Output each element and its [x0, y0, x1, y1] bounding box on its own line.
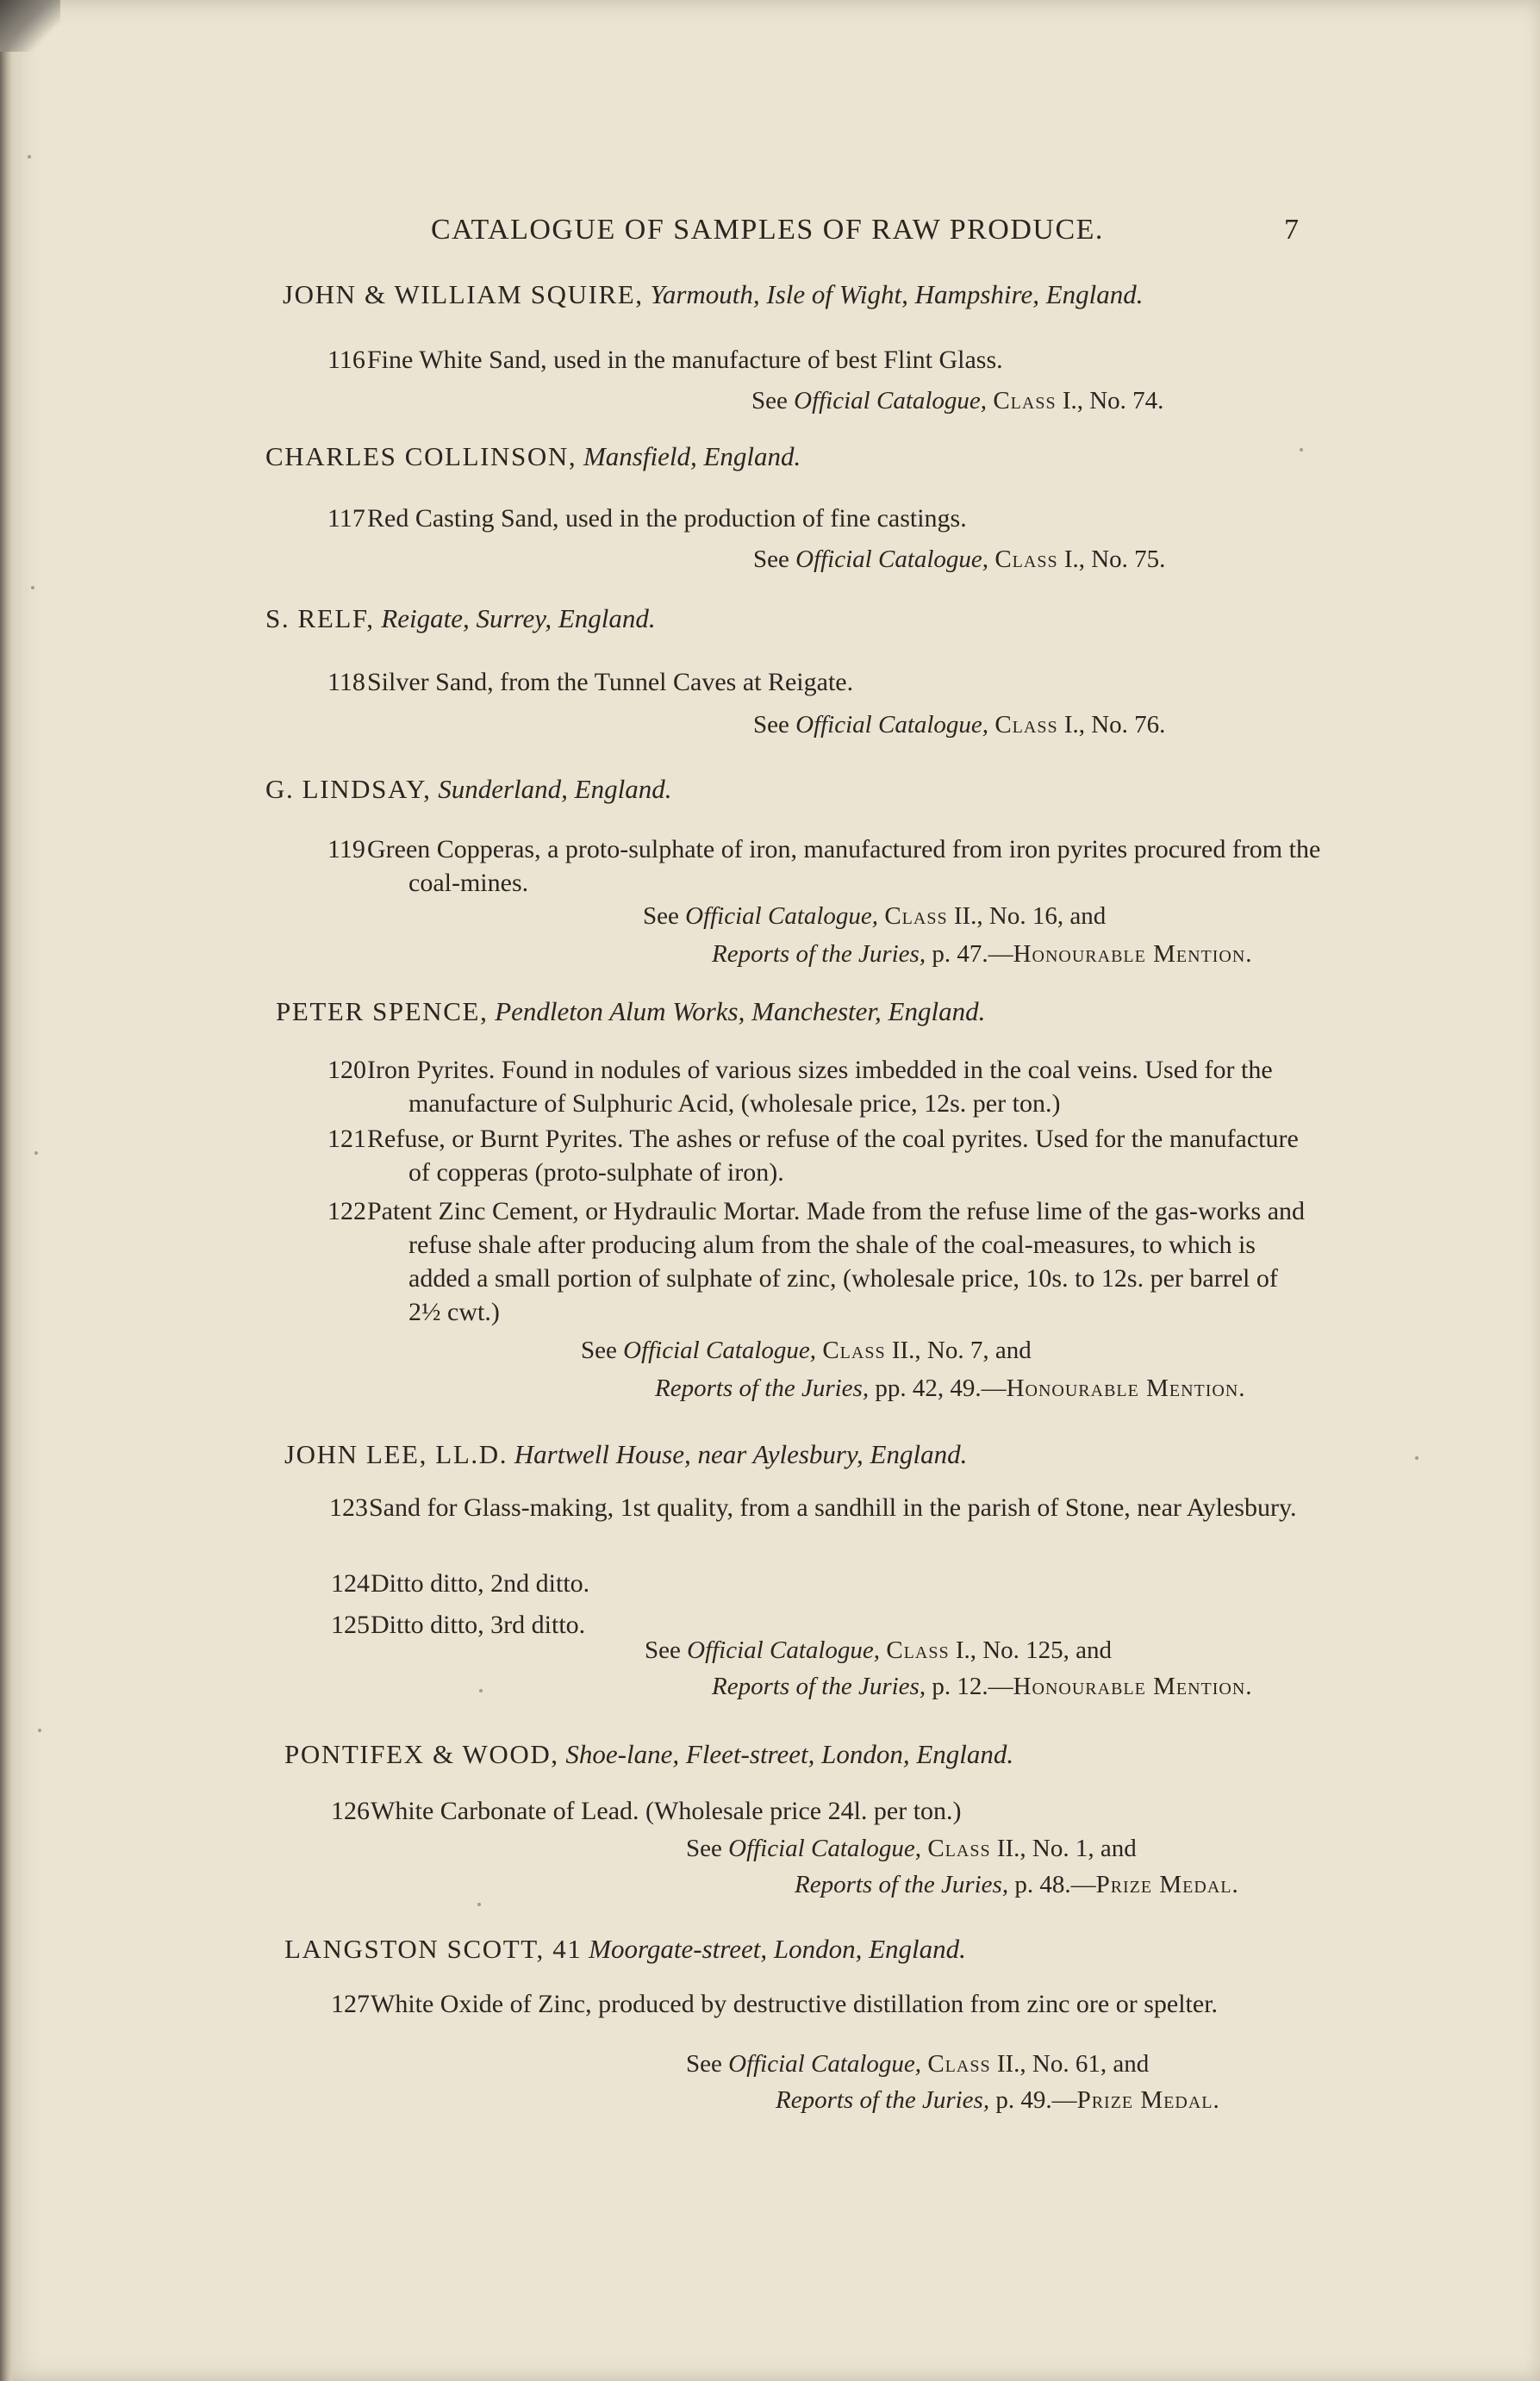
exhibitor-heading [265, 774, 671, 805]
ref-catalogue: Official Catalogue, [623, 1337, 817, 1364]
ref-juries: Reports of the Juries, [776, 2086, 990, 2114]
item-number: 120 [327, 1056, 366, 1084]
ref-number: II., No. 1, and [990, 1835, 1137, 1862]
award-label: Prize Medal. [1076, 2086, 1220, 2114]
item-number: 124 [331, 1569, 370, 1598]
exhibitor-name: JOHN & WILLIAM SQUIRE, [283, 279, 644, 309]
exhibitor-location: Moorgate-street, London, England. [589, 1934, 966, 1964]
ref-number: I., No. 75. [1057, 545, 1166, 573]
juries-reference [776, 2084, 1220, 2117]
ref-see: See [581, 1337, 624, 1364]
ref-number: II., No. 7, and [885, 1337, 1032, 1364]
paper-speck [477, 1903, 481, 1906]
ref-class: Class [927, 2050, 991, 2078]
item-description: White Carbonate of Lead. (Wholesale price 24l. per ton.) [371, 1797, 962, 1825]
ref-page: p. 49.— [989, 2086, 1077, 2114]
catalogue-reference [753, 708, 1165, 742]
item-number: 125 [331, 1611, 370, 1639]
ref-catalogue: Official Catalogue, [794, 387, 988, 414]
catalogue-reference [686, 1832, 1137, 1866]
exhibitor-name: LANGSTON SCOTT, 41 [284, 1934, 583, 1964]
item-description: Green Copperas, a proto-sulphate of iron, manufactured from iron pyrites procured from the coal-mines. [367, 835, 1321, 897]
sample-item [331, 1987, 1322, 2021]
page-binding-edge [0, 0, 12, 2381]
catalogue-reference [645, 1634, 1112, 1667]
exhibitor-heading [265, 441, 801, 472]
catalogue-reference [751, 384, 1163, 418]
ref-catalogue: Official Catalogue, [728, 2050, 922, 2078]
ref-page: pp. 42, 49.— [869, 1374, 1007, 1402]
item-description: Iron Pyrites. Found in nodules of various sizes imbedded in the coal veins. Used for the manufacture of Sulphuric Acid, (wholesale price, 12s. per ton.) [367, 1056, 1273, 1118]
exhibitor-location: Mansfield, England. [583, 441, 801, 471]
exhibitor-location: Yarmouth, Isle of Wight, Hampshire, England. [650, 279, 1144, 309]
paper-speck [1300, 448, 1303, 452]
ref-class: Class [994, 545, 1058, 573]
ref-see: See [645, 1636, 688, 1664]
header-title: CATALOGUE OF SAMPLES OF RAW PRODUCE. [431, 214, 1104, 246]
paper-speck [1415, 1456, 1418, 1460]
ref-juries: Reports of the Juries, [712, 940, 926, 968]
item-description: Ditto ditto, 2nd ditto. [371, 1569, 590, 1598]
exhibitor-location: Hartwell House, near Aylesbury, England. [514, 1439, 968, 1469]
exhibitor-name: PONTIFEX & WOOD, [284, 1739, 559, 1769]
exhibitor-heading [265, 603, 656, 634]
ref-class: Class [993, 387, 1057, 414]
ref-page: p. 12.— [926, 1673, 1013, 1700]
award-label: Honourable Mention. [1006, 1374, 1246, 1402]
ref-number: I., No. 76. [1057, 711, 1166, 739]
juries-reference [712, 938, 1253, 971]
item-number: 126 [331, 1797, 370, 1825]
exhibitor-location: Sunderland, England. [438, 774, 672, 804]
ref-see: See [686, 2050, 729, 2078]
sample-item [331, 1794, 1322, 1828]
item-number: 118 [327, 668, 365, 696]
ref-juries: Reports of the Juries, [655, 1374, 870, 1402]
item-number: 119 [327, 835, 365, 863]
catalogue-reference [643, 900, 1106, 933]
item-number: 121 [327, 1125, 366, 1153]
item-number: 117 [327, 504, 365, 533]
ref-juries: Reports of the Juries, [712, 1673, 926, 1700]
ref-number: II., No. 61, and [990, 2050, 1150, 2078]
sample-item [327, 1194, 1310, 1329]
ref-class: Class [927, 1835, 991, 1862]
paper-speck [479, 1689, 483, 1692]
sample-item [327, 832, 1327, 900]
sample-item [327, 502, 1319, 535]
exhibitor-location: Pendleton Alum Works, Manchester, England. [495, 996, 986, 1026]
item-description: Silver Sand, from the Tunnel Caves at Reigate. [367, 668, 854, 696]
exhibitor-heading [284, 1439, 967, 1470]
item-description: Patent Zinc Cement, or Hydraulic Mortar. Made from the refuse lime of the gas-works and refuse shale after producing alum from the shale of the coal-measures, to which is added a small portion of sulphate of zinc, (wholesale price, 10s. to 12s. per barrel of 2½ cwt.) [367, 1197, 1306, 1326]
ref-see: See [753, 545, 796, 573]
award-label: Honourable Mention. [1013, 1673, 1253, 1700]
juries-reference [655, 1372, 1246, 1406]
exhibitor-name: S. RELF, [265, 603, 375, 633]
sample-item [327, 1122, 1310, 1189]
paper-speck [28, 155, 31, 159]
page-corner-shadow [0, 0, 60, 52]
exhibitor-name: PETER SPENCE, [276, 996, 489, 1026]
ref-see: See [686, 1835, 729, 1862]
paper-speck [38, 1729, 41, 1732]
item-number: 116 [327, 346, 365, 374]
juries-reference [795, 1868, 1239, 1902]
ref-catalogue: Official Catalogue, [795, 711, 989, 739]
catalogue-reference [686, 2048, 1149, 2081]
ref-page: p. 47.— [926, 940, 1013, 968]
ref-class: Class [886, 1636, 950, 1664]
ref-number: II., No. 16, and [947, 902, 1107, 930]
juries-reference [712, 1670, 1253, 1704]
ref-page: p. 48.— [1008, 1871, 1096, 1898]
item-description: Sand for Glass-making, 1st quality, from a sandhill in the parish of Stone, near Aylesbury. [369, 1493, 1297, 1522]
exhibitor-name: G. LINDSAY, [265, 774, 432, 804]
paper-speck [34, 1151, 38, 1155]
ref-catalogue: Official Catalogue, [795, 545, 989, 573]
exhibitor-heading [276, 996, 985, 1027]
item-description: Fine White Sand, used in the manufacture of best Flint Glass. [367, 346, 1003, 374]
ref-catalogue: Official Catalogue, [728, 1835, 922, 1862]
exhibitor-location: Shoe-lane, Fleet-street, London, England. [565, 1739, 1014, 1769]
sample-item [327, 1053, 1310, 1120]
ref-see: See [751, 387, 795, 414]
ref-juries: Reports of the Juries, [795, 1871, 1009, 1898]
ref-catalogue: Official Catalogue, [687, 1636, 881, 1664]
exhibitor-location: Reigate, Surrey, England. [381, 603, 656, 633]
item-number: 127 [331, 1990, 370, 2018]
item-description: White Oxide of Zinc, produced by destructive distillation from zinc ore or spelter. [371, 1990, 1219, 2018]
ref-class: Class [822, 1337, 886, 1364]
exhibitor-heading [284, 1934, 966, 1965]
ref-see: See [753, 711, 796, 739]
item-description: Red Casting Sand, used in the production of fine castings. [367, 504, 967, 533]
item-description: Refuse, or Burnt Pyrites. The ashes or refuse of the coal pyrites. Used for the manufacture of copperas (proto-sulphate of iron). [367, 1125, 1299, 1187]
item-number: 123 [329, 1493, 368, 1522]
sample-item [327, 665, 1319, 699]
item-description: Ditto ditto, 3rd ditto. [371, 1611, 586, 1639]
sample-item [329, 1491, 1320, 1524]
sample-item [331, 1567, 1322, 1600]
sample-item [327, 343, 1319, 377]
paper-speck [31, 586, 34, 589]
item-number: 122 [327, 1197, 366, 1225]
ref-number: I., No. 125, and [949, 1636, 1113, 1664]
catalogue-reference [581, 1334, 1032, 1368]
exhibitor-heading [284, 1739, 1013, 1770]
ref-class: Class [994, 711, 1058, 739]
award-label: Prize Medal. [1095, 1871, 1239, 1898]
exhibitor-name: CHARLES COLLINSON, [265, 441, 577, 471]
exhibitor-name: JOHN LEE, LL.D. [284, 1439, 508, 1469]
ref-see: See [643, 902, 686, 930]
exhibitor-heading [283, 279, 1144, 310]
ref-number: I., No. 74. [1056, 387, 1164, 414]
ref-catalogue: Official Catalogue, [685, 902, 879, 930]
catalogue-reference [753, 543, 1165, 577]
ref-class: Class [884, 902, 948, 930]
award-label: Honourable Mention. [1013, 940, 1253, 968]
page-number: 7 [1284, 214, 1300, 246]
